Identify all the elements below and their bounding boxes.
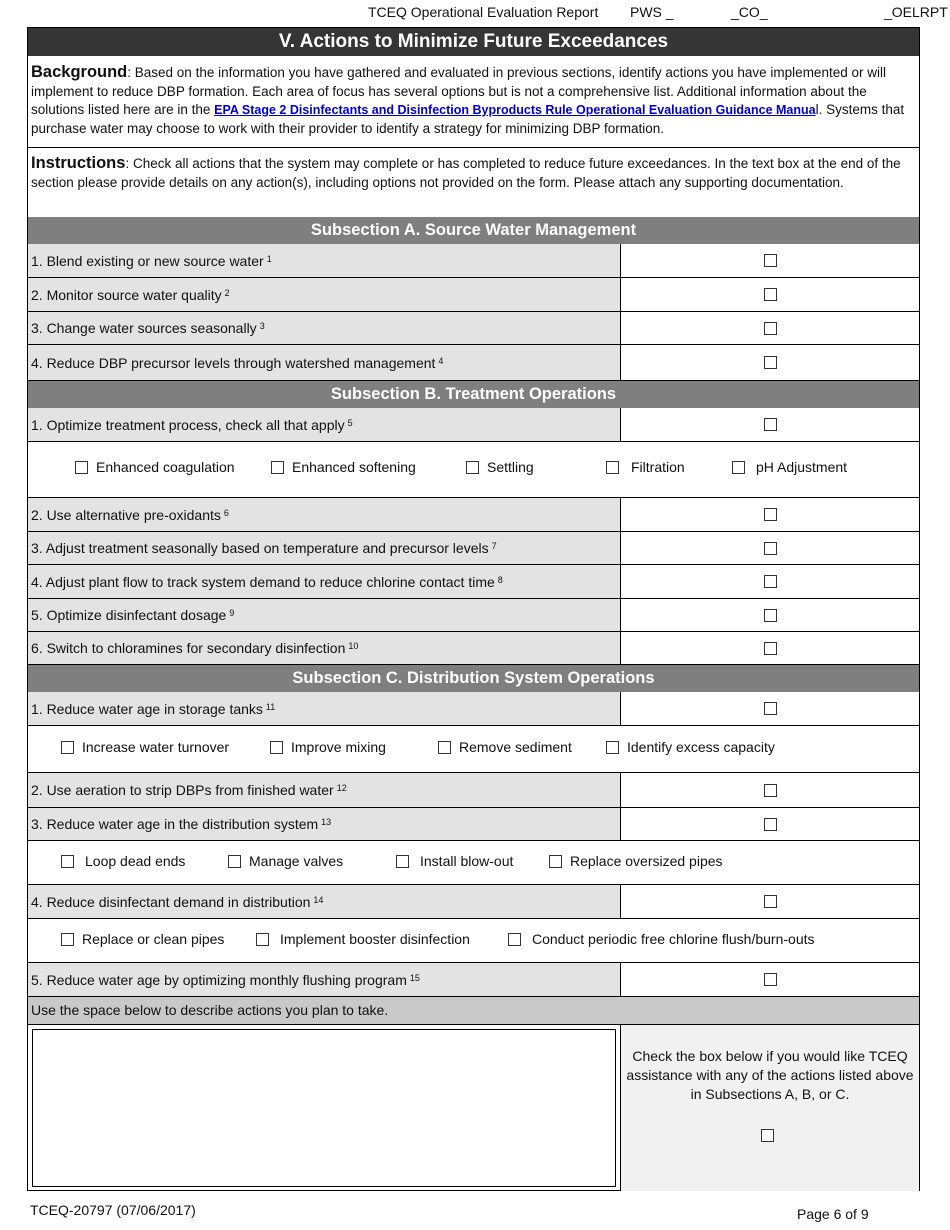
footnote: 12 [336,783,347,793]
footnote: 14 [313,894,324,905]
item-b1-checkbox[interactable] [764,418,777,431]
option-increase-water-turnover[interactable]: Increase water turnover [61,739,229,755]
distribution-options [28,841,919,885]
demand-options [28,919,919,963]
option-booster-disinfection[interactable]: Implement booster disinfection [256,931,470,947]
assistance-cell [621,1025,919,1191]
divider [28,147,919,148]
item-b5-checkbox[interactable] [764,609,777,622]
checkbox[interactable] [61,933,74,946]
item-b6 [28,632,919,665]
page-number: Page 6 of 9 [797,1206,869,1222]
assistance-checkbox[interactable] [761,1129,774,1142]
page-header [0,4,950,24]
footnote: 4 [438,355,444,366]
option-install-blow-out[interactable]: Install blow-out [396,853,513,869]
background-label: Background [31,63,128,81]
item-c4 [28,885,919,919]
option-ph-adjustment[interactable]: pH Adjustment [732,459,847,475]
option-chlorine-flush[interactable]: Conduct periodic free chlorine flush/burn-outs [508,931,815,947]
pws-field: PWS _ [630,4,674,20]
oelrpt-field: _OELRPT [884,4,948,20]
subsection-a-header: Subsection A. Source Water Management [28,217,919,244]
co-field: _CO_ [731,4,768,20]
footnote: 6 [223,507,229,518]
checkbox[interactable] [61,855,74,868]
footnote: 8 [497,574,503,585]
item-label: 6. Switch to chloramines for secondary disinfection $^{10}$ [28,632,621,664]
item-c2 [28,773,919,808]
background-text-2: l. Systems that purchase water may choose to work with their provider to identify a strategy for minimizing DBP formation. [31,102,905,136]
item-b4 [28,565,919,599]
item-label: 2. Monitor source water quality $^2$ [28,278,621,311]
footnote: 1 [266,253,272,264]
item-label: 5. Reduce water age by optimizing monthly flushing program $^{15}$ [28,963,621,996]
plan-textarea-cell [28,1025,621,1191]
item-a4-checkbox[interactable] [764,356,777,369]
item-a2-checkbox[interactable] [764,288,777,301]
checkbox[interactable] [549,855,562,868]
plan-prompt: Use the space below to describe actions you plan to take. [28,997,919,1025]
item-label: 1. Reduce water age in storage tanks $^{11}$ [28,692,621,725]
option-manage-valves[interactable]: Manage valves [228,853,343,869]
item-b2 [28,498,919,532]
instructions-label: Instructions [31,154,126,172]
item-a3-checkbox[interactable] [764,322,777,335]
item-label: 3. Adjust treatment seasonally based on temperature and precursor levels $^7$ [28,532,621,564]
item-c5 [28,963,919,997]
background-paragraph [31,63,917,138]
option-loop-dead-ends[interactable]: Loop dead ends [61,853,185,869]
checkbox[interactable] [466,461,479,474]
checkbox[interactable] [438,741,451,754]
item-a2 [28,278,919,312]
item-c5-checkbox[interactable] [764,973,777,986]
item-b5 [28,599,919,632]
checkbox[interactable] [228,855,241,868]
footnote: 10 [348,641,359,651]
subsection-c-header: Subsection C. Distribution System Operations [28,665,919,692]
item-label: 1. Blend existing or new source water $^1$ [28,244,621,277]
item-c2-checkbox[interactable] [764,784,777,797]
item-label: 5. Optimize disinfectant dosage $^9$ [28,599,621,631]
instructions-paragraph [31,154,917,192]
form-id: TCEQ-20797 (07/06/2017) [30,1202,196,1218]
item-label: 3. Reduce water age in the distribution system $^{13}$ [28,808,621,840]
item-b3-checkbox[interactable] [764,542,777,555]
option-identify-excess-capacity[interactable]: Identify excess capacity [606,739,775,755]
assistance-text: Check the box below if you would like TCEQ assistance with any of the actions listed above in Subsections A, B, or C. [626,1048,914,1102]
item-a4 [28,345,919,381]
footnote: 9 [229,608,235,618]
item-label: 2. Use aeration to strip DBPs from finished water $^{12}$ [28,773,621,807]
checkbox[interactable] [270,741,283,754]
option-settling[interactable]: Settling [466,459,534,475]
option-improve-mixing[interactable]: Improve mixing [270,739,386,755]
option-enhanced-softening[interactable]: Enhanced softening [271,459,416,475]
epa-guidance-link[interactable]: EPA Stage 2 Disinfectants and Disinfection Byproducts Rule Operational Evaluation Guidance Manua [214,103,816,117]
item-label: 4. Reduce DBP precursor levels through watershed management $^4$ [28,345,621,380]
checkbox[interactable] [75,461,88,474]
footnote: 5 [347,417,353,428]
checkbox[interactable] [732,461,745,474]
item-a1 [28,244,919,278]
item-b6-checkbox[interactable] [764,642,777,655]
background-text-1: : Based on the information you have gathered and evaluated in previous sections, identify actions you have implemented or will implement to reduce DBP formation. Each area of focus has several options but is not a comprehensive list. Additional information about the solutions listed here are in the [31,65,886,117]
item-c3-checkbox[interactable] [764,818,777,831]
storage-tank-options [28,726,919,773]
checkbox[interactable] [61,741,74,754]
item-a1-checkbox[interactable] [764,254,777,267]
item-b3 [28,532,919,565]
footnote: 13 [321,817,332,827]
option-remove-sediment[interactable]: Remove sediment [438,739,572,755]
checkbox[interactable] [508,933,521,946]
treatment-options [28,442,919,498]
item-c1-checkbox[interactable] [764,702,777,715]
item-label: 4. Adjust plant flow to track system demand to reduce chlorine contact time $^8$ [28,565,621,598]
item-c1 [28,692,919,726]
item-label: 2. Use alternative pre-oxidants $^6$ [28,498,621,531]
footnote: 3 [259,321,265,331]
subsection-b-header: Subsection B. Treatment Operations [28,381,919,408]
checkbox[interactable] [256,933,269,946]
option-filtration[interactable]: Filtration [606,459,685,475]
footnote: 2 [224,287,230,298]
item-c4-checkbox[interactable] [764,895,777,908]
plan-textarea[interactable] [32,1029,616,1187]
instructions-text: : Check all actions that the system may complete or has completed to reduce future exceedances. In the text box at the end of the section please provide details on any action(s), including options not provided on the form. Please attach any supporting documentation. [31,156,901,190]
checkbox[interactable] [606,741,619,754]
item-label: 1. Optimize treatment process, check all that apply $^5$ [28,408,621,441]
item-c3 [28,808,919,841]
item-label: 3. Change water sources seasonally $^3$ [28,312,621,344]
item-b2-checkbox[interactable] [764,508,777,521]
form-section [27,27,920,1191]
checkbox[interactable] [271,461,284,474]
footnote: 11 [265,701,276,712]
option-replace-or-clean-pipes[interactable]: Replace or clean pipes [61,931,224,947]
checkbox[interactable] [606,461,619,474]
section-title: V. Actions to Minimize Future Exceedances [28,28,919,56]
option-replace-oversized-pipes[interactable]: Replace oversized pipes [549,853,723,869]
footnote: 7 [491,541,497,551]
checkbox[interactable] [396,855,409,868]
report-title: TCEQ Operational Evaluation Report [368,4,599,20]
footnote: 15 [409,972,420,983]
item-label: 4. Reduce disinfectant demand in distribution $^{14}$ [28,885,621,918]
item-b1 [28,408,919,442]
item-a3 [28,312,919,345]
item-b4-checkbox[interactable] [764,575,777,588]
option-enhanced-coagulation[interactable]: Enhanced coagulation [75,459,235,475]
